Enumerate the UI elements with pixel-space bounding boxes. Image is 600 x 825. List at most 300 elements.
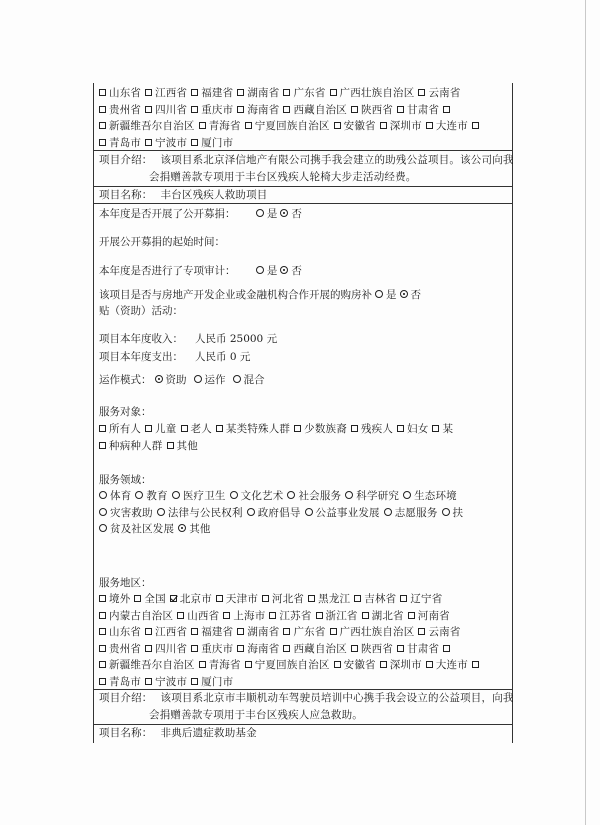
checkbox[interactable] [237,89,244,96]
checkbox-row [99,421,507,438]
checkbox[interactable] [223,612,230,619]
checkbox-label: 北京市 [179,593,212,605]
checkbox-label: 深圳市 [389,120,422,132]
checkbox-label: 福建省 [201,87,234,99]
radio-option[interactable] [384,507,438,519]
radio[interactable] [345,491,353,499]
radio[interactable] [442,508,450,516]
region-row [99,674,507,691]
checkbox-option[interactable] [134,593,165,605]
checkbox-label: 厦门市 [201,136,234,149]
checkbox-label: 湖南省 [247,87,280,99]
radio-yes[interactable] [256,266,264,274]
mode-radio[interactable] [194,375,202,383]
intro-label: 项目介绍： [99,692,153,704]
checkbox-option[interactable] [380,120,422,132]
checkbox-option[interactable] [237,643,279,655]
checkbox[interactable] [245,122,252,129]
checkbox-option[interactable] [397,423,428,435]
question-text: 本年度是否开展了公开募捐： [99,208,236,220]
checkbox-label: 其他 [176,439,198,452]
checkbox[interactable] [330,628,337,635]
radio-label: 贫及社区发展 [110,523,175,535]
checkbox[interactable] [134,595,141,602]
income-row [99,332,277,346]
checkbox-label: 陕西省 [360,103,394,116]
radio-yes-label: 是 [386,289,397,301]
mode-label: 运作模式： [99,374,152,386]
checkbox-label: 广西壮族自治区 [339,626,415,638]
checkbox-option[interactable] [145,137,187,149]
checkbox-option[interactable] [99,137,141,149]
checkbox-label: 湖北省 [371,609,404,622]
radio-option[interactable] [403,490,457,502]
checkbox-option[interactable] [145,676,187,688]
service-region-options [94,591,512,690]
checkbox-option[interactable] [145,423,176,435]
checkbox[interactable] [443,645,450,652]
checkbox[interactable] [397,645,404,652]
checkbox-option[interactable] [145,87,187,99]
mode-radio-label: 运作 [204,374,226,386]
row-divider [94,150,512,151]
checkbox-option[interactable] [167,440,198,452]
checkbox-option[interactable] [269,610,311,622]
checkbox[interactable] [426,122,433,129]
checkbox[interactable] [99,106,106,113]
radio-label: 政府倡导 [257,506,301,519]
checkbox-label: 贵州省 [109,103,142,116]
checkbox-option[interactable] [400,593,442,605]
checkbox-option[interactable] [354,593,396,605]
radio-option[interactable] [287,490,341,502]
checkbox[interactable] [191,678,198,685]
checkbox[interactable] [432,425,439,432]
radio-yes-label: 是 [266,265,278,277]
checkbox[interactable] [380,122,387,129]
checkbox[interactable] [362,612,369,619]
checkbox-option[interactable] [362,610,404,622]
checkbox[interactable] [397,106,404,113]
radio-no[interactable] [280,266,288,274]
checkbox-option[interactable] [330,87,415,99]
radio-option[interactable] [345,490,399,502]
radio-label: 体育 [110,490,132,502]
expense-label: 项目本年度支出： [99,351,183,363]
checkbox-label: 重庆市 [201,642,234,655]
checkbox-label: 辽宁省 [410,593,443,605]
checkbox-option[interactable] [99,423,141,435]
radio-option[interactable] [99,507,153,519]
question-text: 该项目是否与房地产开发企业或金融机构合作开展的购房补 [99,289,372,301]
radio[interactable] [99,508,107,516]
radio-label: 文化艺术 [240,490,284,502]
checkbox-option[interactable] [443,643,453,655]
checkbox[interactable] [145,139,152,146]
radio-option[interactable] [247,507,301,519]
checkbox[interactable] [472,661,479,668]
checkbox-option[interactable] [99,120,195,132]
region-row [99,624,507,641]
checkbox-option[interactable] [199,120,241,132]
checkbox[interactable] [283,106,290,113]
checkbox-option[interactable] [245,120,330,132]
checkbox-label: 宁夏回族自治区 [254,659,330,671]
checkbox[interactable] [99,425,106,432]
checkbox-option[interactable] [237,87,279,99]
row-divider [94,203,512,204]
checkbox-label: 内蒙古自治区 [109,609,174,622]
checkbox-option[interactable] [351,104,393,116]
checkbox-option[interactable] [177,610,219,622]
checkbox-option[interactable] [334,659,376,671]
checkbox-option[interactable] [408,610,450,622]
checkbox-label: 甘肃省 [407,642,440,655]
checkbox-label: 海南省 [247,642,280,655]
checkbox[interactable] [330,89,337,96]
radio-label: 社会服务 [298,490,342,502]
checkbox-option[interactable] [99,610,173,622]
checkbox[interactable] [351,425,358,432]
checkbox-option[interactable] [145,104,187,116]
checkbox-option[interactable] [191,137,233,149]
project-name-label: 项目名称： [99,727,153,739]
checkbox[interactable] [334,661,341,668]
checkbox[interactable] [400,595,407,602]
intro-text-1: 该项目系北京市丰顺机动车驾驶员培训中心携手我会设立的公益项目，向我 [160,692,514,704]
service-region-label: 服务地区： [99,577,152,589]
checkbox-option[interactable] [181,423,212,435]
region-row [99,85,507,102]
region-list-top [94,85,512,151]
checkbox[interactable] [283,89,290,96]
checkbox-label: 安徽省 [343,659,376,671]
checkbox-label: 山西省 [187,609,220,622]
housing-subsidy-question-cont: 贴（资助）活动： [99,305,183,317]
checkbox[interactable] [99,122,106,129]
checkbox-option[interactable] [262,593,304,605]
checkbox-label: 福建省 [201,626,234,638]
mode-radio[interactable] [155,375,163,383]
checkbox-option[interactable] [99,104,141,116]
checkbox[interactable] [199,661,206,668]
checkbox-option[interactable] [294,423,347,435]
checkbox[interactable] [418,89,425,96]
radio-selected[interactable] [178,524,186,532]
checkbox[interactable] [145,678,152,685]
service-target-options [94,421,512,454]
checkbox[interactable] [191,89,198,96]
checkbox-option[interactable] [191,87,233,99]
project-name-2 [94,187,512,204]
checkbox-label: 宁夏回族自治区 [254,120,330,132]
checkbox-option[interactable] [432,423,453,435]
checkbox-label: 妇女 [407,423,429,435]
checkbox-option[interactable] [245,659,330,671]
checkbox[interactable] [191,628,198,635]
checkbox-label: 江西省 [155,626,188,638]
checkbox-label: 江西省 [155,87,188,99]
checkbox-option[interactable] [99,87,141,99]
special-audit-question [99,264,302,278]
checkbox[interactable] [283,628,290,635]
checkbox-label: 贵州省 [109,642,142,655]
checkbox[interactable] [177,612,184,619]
checkbox-option[interactable] [330,626,415,638]
housing-subsidy-question [99,288,421,302]
checkbox[interactable] [167,442,174,449]
checkbox-option[interactable] [191,104,233,116]
radio-option[interactable] [442,507,464,519]
checkbox-option[interactable] [145,643,187,655]
checkbox-label: 广西壮族自治区 [339,87,415,99]
project-name-3 [94,725,512,742]
checkbox-option[interactable] [99,440,163,452]
checkbox-option[interactable] [191,676,233,688]
checkbox[interactable] [145,89,152,96]
checkbox-option[interactable] [191,626,233,638]
checkbox[interactable] [181,425,188,432]
checkbox-label: 种病种人群 [109,439,163,452]
radio-label: 扶 [452,506,464,519]
public-fundraising-question [99,207,302,221]
radio-option[interactable] [178,523,210,535]
checkbox-option[interactable] [283,104,347,116]
radio[interactable] [403,491,411,499]
checkbox-option[interactable] [380,659,422,671]
radio[interactable] [135,491,143,499]
checkbox-option[interactable] [283,626,325,638]
income-label: 项目本年度收入： [99,333,183,345]
checkbox[interactable] [397,425,404,432]
radio-no-label: 否 [291,208,302,220]
checkbox[interactable] [351,106,358,113]
checkbox[interactable] [191,106,198,113]
checkbox[interactable] [99,89,106,96]
checkbox[interactable] [145,645,152,652]
checkbox-option[interactable] [334,120,376,132]
checkbox[interactable] [99,442,106,449]
radio[interactable] [157,508,165,516]
checkbox-label: 浙江省 [325,609,358,622]
checkbox[interactable] [418,628,425,635]
checkbox-label: 大连市 [435,659,468,671]
checkbox-label: 某类特殊人群 [225,423,291,435]
checkbox-option[interactable] [170,593,212,605]
checkbox[interactable] [216,425,223,432]
checkbox[interactable] [269,612,276,619]
checkbox-label: 所有人 [109,423,142,435]
checkbox[interactable] [145,628,152,635]
radio-option[interactable] [135,490,167,502]
checkbox-label: 海南省 [247,103,280,116]
checkbox[interactable] [216,595,223,602]
checkbox-label: 安徽省 [343,120,376,132]
checkbox-option[interactable] [426,120,468,132]
checkbox-label: 境外 [109,593,131,605]
radio[interactable] [230,491,238,499]
checkbox[interactable] [262,595,269,602]
checkbox-label: 老人 [190,423,212,435]
checkbox-label: 青岛市 [109,136,142,149]
checkbox[interactable] [99,661,106,668]
checkbox-label: 山东省 [109,626,142,638]
checkbox-row [99,438,507,455]
checkbox-label: 黑龙江 [318,593,351,605]
checkbox[interactable] [99,645,106,652]
radio[interactable] [384,508,392,516]
project-name-label: 项目名称： [99,189,153,201]
checkbox-option[interactable] [283,643,347,655]
checkbox-option[interactable] [216,423,290,435]
fundraising-start-question: 开展公开募捐的起始时间： [99,236,225,248]
radio[interactable] [305,508,313,516]
radio[interactable] [287,491,295,499]
checkbox-label: 江苏省 [279,609,312,622]
checkbox-option[interactable] [199,659,241,671]
checkbox-option[interactable] [216,593,258,605]
checkbox-option[interactable] [99,676,141,688]
checkbox[interactable] [99,628,106,635]
radio-option[interactable] [230,490,284,502]
expense-row [99,350,250,364]
radio-yes[interactable] [375,290,383,298]
checkbox-option[interactable] [237,104,279,116]
checkbox-option[interactable] [99,659,195,671]
form-table [93,83,513,743]
checkbox-checked[interactable] [170,595,177,602]
checkbox[interactable] [199,122,206,129]
checkbox[interactable] [316,612,323,619]
mode-radio[interactable] [233,375,241,383]
radio-no[interactable] [280,209,288,217]
checkbox[interactable] [237,628,244,635]
checkbox-option[interactable] [472,120,482,132]
checkbox[interactable] [443,106,450,113]
checkbox-option[interactable] [397,104,439,116]
checkbox[interactable] [99,139,106,146]
checkbox-label: 甘肃省 [407,103,440,116]
checkbox-label: 上海市 [233,609,266,622]
radio-label: 公益事业发展 [315,506,380,519]
intro-text-2: 会捐赠善款专项用于丰台区残疾人应急救助。 [149,708,363,721]
radio-no-label: 否 [410,289,421,301]
radio-label: 法律与公民权利 [167,506,243,519]
checkbox[interactable] [237,645,244,652]
radio-option[interactable] [99,523,174,535]
checkbox[interactable] [191,139,198,146]
question-text: 本年度是否进行了专项审计： [99,265,236,277]
checkbox-option[interactable] [223,610,265,622]
radio-option[interactable] [172,490,226,502]
radio-label: 灾害救助 [110,506,153,519]
checkbox-option[interactable] [283,87,325,99]
intro-text-1: 该项目系北京泽信地产有限公司携手我会建立的助残公益项目。该公司向我 [160,154,514,166]
checkbox[interactable] [294,425,301,432]
checkbox-option[interactable] [99,643,141,655]
radio-option[interactable] [99,490,131,502]
checkbox[interactable] [99,678,106,685]
checkbox[interactable] [408,612,415,619]
checkbox-label: 某 [442,423,454,435]
radio-label: 其他 [189,523,211,535]
radio-yes[interactable] [256,209,264,217]
radio-no[interactable] [400,290,408,298]
checkbox-option[interactable] [418,87,460,99]
radio[interactable] [99,491,107,499]
checkbox[interactable] [237,106,244,113]
radio-yes-label: 是 [266,208,278,220]
project-name-value: 非典后遗症救助基金 [160,727,257,739]
radio-option[interactable] [305,507,380,519]
checkbox[interactable] [191,645,198,652]
checkbox-label: 吉林省 [364,593,397,605]
radio[interactable] [247,508,255,516]
checkbox[interactable] [145,106,152,113]
checkbox-label: 大连市 [435,120,468,132]
checkbox-label: 河南省 [417,609,450,622]
checkbox[interactable] [245,661,252,668]
radio-label: 生态环境 [414,490,457,502]
checkbox[interactable] [354,595,361,602]
mode-radio-label: 混合 [243,374,265,386]
checkbox-option[interactable] [145,626,187,638]
radio[interactable] [99,524,107,532]
checkbox[interactable] [426,661,433,668]
checkbox[interactable] [308,595,315,602]
checkbox[interactable] [380,661,387,668]
checkbox-option[interactable] [418,626,460,638]
checkbox[interactable] [351,645,358,652]
checkbox[interactable] [334,122,341,129]
checkbox[interactable] [99,612,106,619]
checkbox-option[interactable] [237,626,279,638]
checkbox-label: 儿童 [155,423,177,435]
checkbox-option[interactable] [397,643,439,655]
checkbox-option[interactable] [351,643,393,655]
checkbox-option[interactable] [443,104,453,116]
region-row [99,591,507,608]
checkbox[interactable] [283,645,290,652]
checkbox[interactable] [472,122,479,129]
checkbox-option[interactable] [191,643,233,655]
checkbox-option[interactable] [316,610,358,622]
checkbox-label: 少数族裔 [304,423,347,435]
intro-line-1 [99,690,514,707]
checkbox-label: 湖南省 [247,626,280,638]
checkbox-option[interactable] [99,626,141,638]
radio[interactable] [172,491,180,499]
region-row [99,657,507,674]
checkbox-label: 云南省 [428,87,461,99]
service-field-label: 服务领域： [99,474,152,486]
checkbox-option[interactable] [426,659,468,671]
service-target-label: 服务对象： [99,406,152,418]
checkbox[interactable] [99,595,106,602]
scan-edge-line [585,0,586,825]
radio-row [99,505,507,522]
checkbox-label: 四川省 [155,103,188,116]
checkbox-option[interactable] [472,659,482,671]
checkbox-option[interactable] [351,423,393,435]
checkbox[interactable] [145,425,152,432]
checkbox-option[interactable] [99,593,130,605]
checkbox-label: 新疆维吾尔自治区 [109,659,195,671]
radio-option[interactable] [157,507,243,519]
checkbox-option[interactable] [308,593,350,605]
checkbox-label: 厦门市 [201,675,234,688]
checkbox-label: 四川省 [155,642,188,655]
